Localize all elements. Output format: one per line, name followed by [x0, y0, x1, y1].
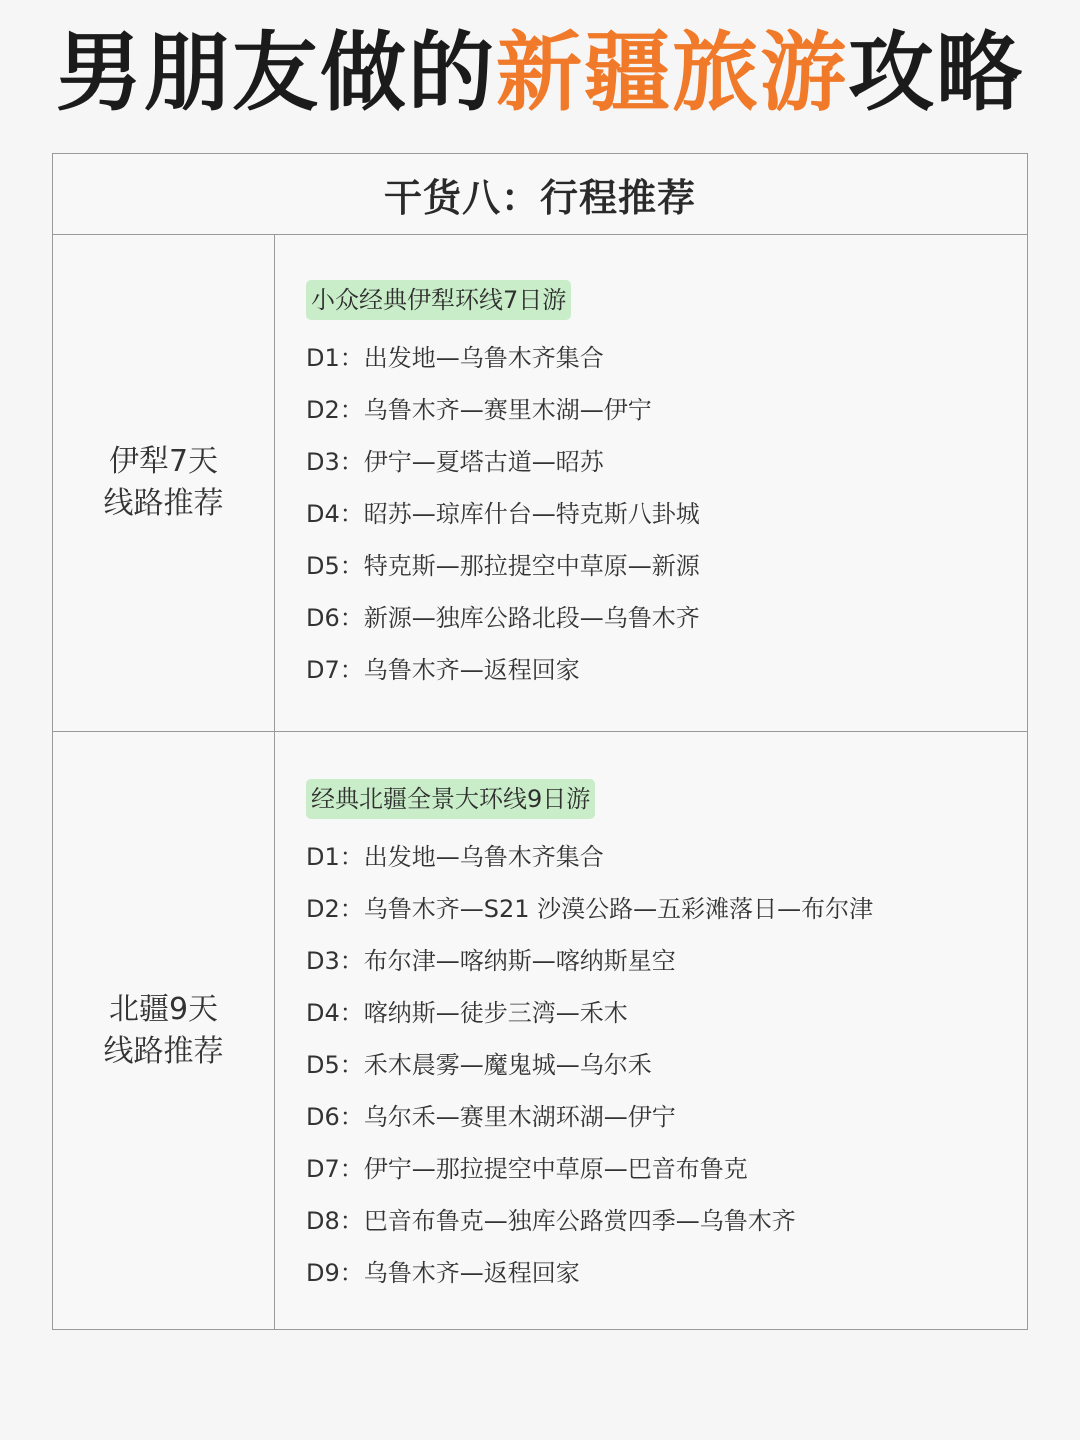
route-row-yili — [53, 235, 1027, 732]
day-item: D3：布尔津—喀纳斯—喀纳斯星空 — [306, 947, 676, 975]
route-name-cell — [53, 732, 275, 1329]
day-item: D2：乌鲁木齐—赛里木湖—伊宁 — [306, 396, 652, 424]
day-item: D4：昭苏—琼库什台—特克斯八卦城 — [306, 500, 700, 528]
day-item: D5：特克斯—那拉提空中草原—新源 — [306, 552, 700, 580]
day-item: D3：伊宁—夏塔古道—昭苏 — [306, 448, 604, 476]
route-tag: 小众经典伊犁环线7日游 — [306, 280, 571, 320]
day-item: D9：乌鲁木齐—返程回家 — [306, 1259, 580, 1287]
route-row-beijiang — [53, 732, 1027, 1329]
title-accent: 新疆旅游 — [496, 23, 848, 123]
route-name-line-1: 北疆9天 — [108, 991, 219, 1027]
day-item: D7：伊宁—那拉提空中草原—巴音布鲁克 — [306, 1155, 748, 1183]
day-item: D5：禾木晨雾—魔鬼城—乌尔禾 — [306, 1051, 652, 1079]
route-detail-cell — [275, 235, 1027, 731]
day-item: D2：乌鲁木齐—S21 沙漠公路—五彩滩落日—布尔津 — [306, 895, 874, 923]
day-item: D6：乌尔禾—赛里木湖环湖—伊宁 — [306, 1103, 676, 1131]
route-detail-cell — [275, 732, 1027, 1329]
title-part-2: 攻略 — [848, 23, 1024, 123]
itinerary-table — [52, 153, 1028, 1330]
day-item: D1：出发地—乌鲁木齐集合 — [306, 843, 604, 871]
day-item: D7：乌鲁木齐—返程回家 — [306, 656, 580, 684]
route-tag: 经典北疆全景大环线9日游 — [306, 779, 595, 819]
day-item: D4：喀纳斯—徒步三湾—禾木 — [306, 999, 628, 1027]
day-item: D1：出发地—乌鲁木齐集合 — [306, 344, 604, 372]
route-name-cell — [53, 235, 275, 731]
route-name-line-1: 伊犁7天 — [108, 444, 219, 479]
route-name-line-2: 线路推荐 — [103, 1033, 224, 1069]
table-header: 干货八：行程推荐 — [53, 154, 1027, 235]
day-item: D6：新源—独库公路北段—乌鲁木齐 — [306, 604, 700, 632]
day-item: D8：巴音布鲁克—独库公路赏四季—乌鲁木齐 — [306, 1207, 796, 1235]
route-name-line-2: 线路推荐 — [103, 486, 224, 521]
title-part-1: 男朋友做的 — [56, 23, 496, 123]
page-title — [0, 18, 1080, 128]
